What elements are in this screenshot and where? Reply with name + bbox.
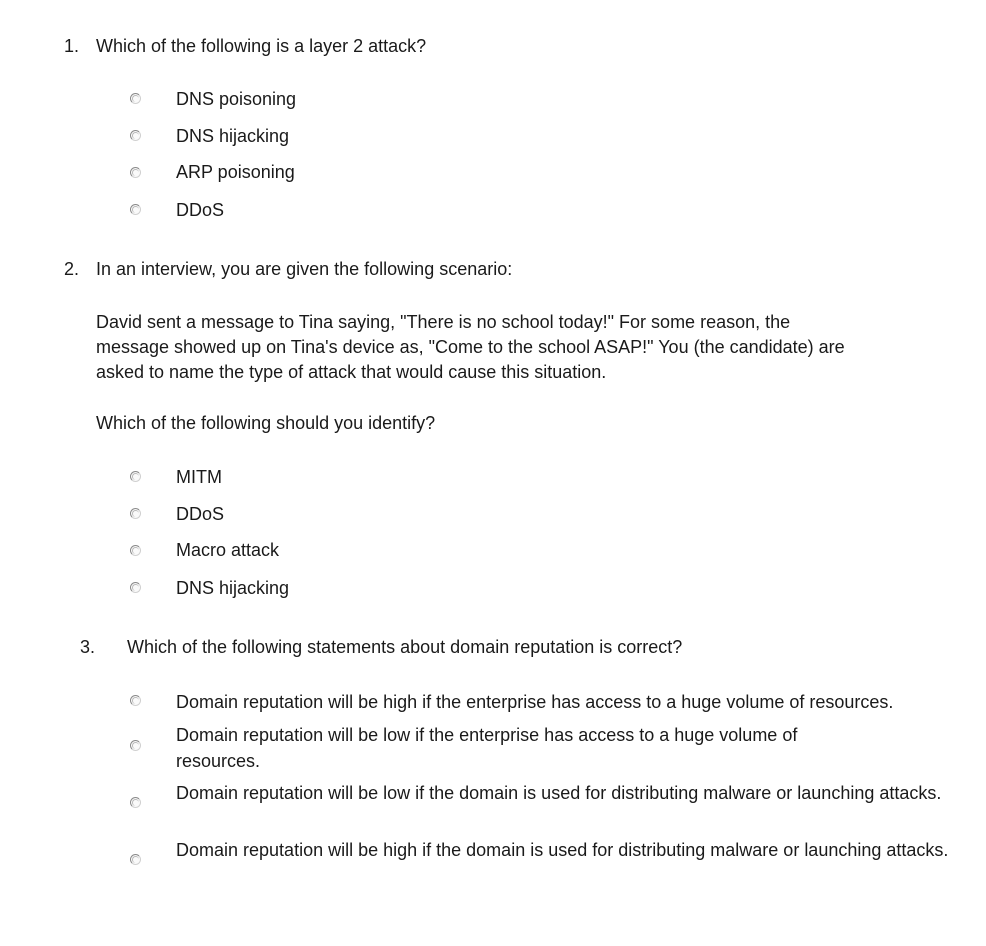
q2-option-1-radio[interactable]: [130, 471, 141, 482]
q3-option-4-radio[interactable]: [130, 854, 141, 865]
q2-option-3-radio[interactable]: [130, 545, 141, 556]
q1-option-3-radio[interactable]: [130, 167, 141, 178]
q2-option-2-radio[interactable]: [130, 508, 141, 519]
q1-option-1-label: DNS poisoning: [176, 89, 297, 109]
q1-option-1-radio[interactable]: [130, 93, 141, 104]
q3-option-1-radio[interactable]: [130, 695, 141, 706]
q2-option-1-label: MITM: [176, 467, 222, 487]
question-1-number: 1.: [64, 36, 80, 56]
q3-option-2-label: Domain reputation will be low if the enterprise has access to a huge volume of resources.: [176, 725, 798, 771]
q1-option-4-label: DDoS: [176, 200, 225, 220]
q1-option-2-radio[interactable]: [130, 130, 141, 141]
question-2-number: 2.: [64, 259, 80, 279]
q3-option-3-radio[interactable]: [130, 797, 141, 808]
q3-option-4-label: Domain reputation will be high if the domain is used for distributing malware or launching attacks.: [176, 840, 949, 860]
q2-option-2-label: DDoS: [176, 504, 225, 524]
q1-option-4-radio[interactable]: [130, 204, 141, 215]
q1-option-2-label: DNS hijacking: [176, 126, 290, 146]
q2-option-4-radio[interactable]: [130, 582, 141, 593]
question-2-prompt: Which of the following should you identify?: [96, 413, 436, 433]
question-2-text: In an interview, you are given the following scenario:: [96, 259, 513, 279]
question-1-text: Which of the following is a layer 2 attack?: [96, 36, 427, 56]
q3-option-2-radio[interactable]: [130, 740, 141, 751]
q1-option-3-label: ARP poisoning: [176, 162, 295, 182]
question-2-scenario: David sent a message to Tina saying, "There is no school today!" For some reason, the message showed up on Tina's device as, "Come to the school ASAP!" You (the candidate) are asked to name the type of attack that would cause this situation.: [96, 312, 845, 382]
q3-option-1-label: Domain reputation will be high if the enterprise has access to a huge volume of resources.: [176, 692, 894, 712]
q2-option-4-label: DNS hijacking: [176, 578, 290, 598]
question-3-text: Which of the following statements about domain reputation is correct?: [127, 637, 683, 657]
q2-option-3-label: Macro attack: [176, 540, 280, 560]
question-3-number: 3.: [80, 637, 96, 657]
q3-option-3-label: Domain reputation will be low if the domain is used for distributing malware or launching attacks.: [176, 783, 942, 803]
